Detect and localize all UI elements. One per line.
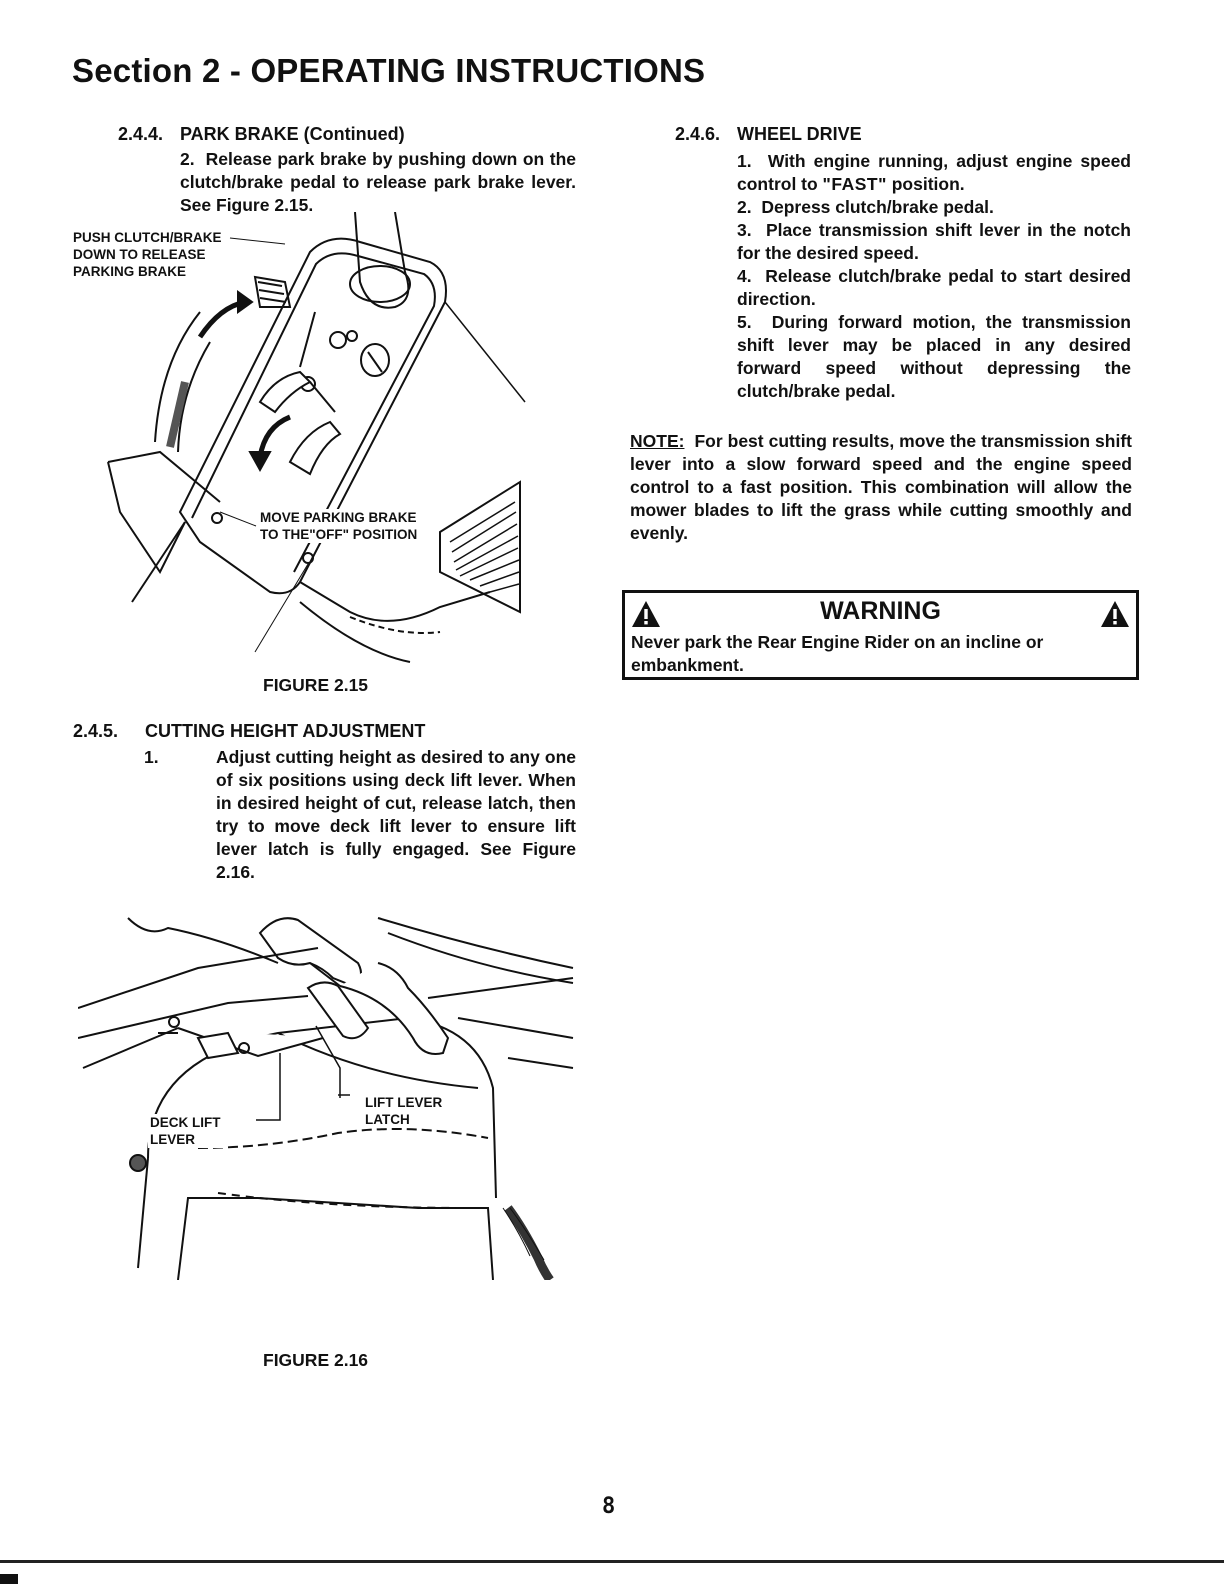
section-heading: PARK BRAKE (Continued) <box>180 124 405 144</box>
step-text: Release clutch/brake pedal to start desired direction. <box>737 266 1131 309</box>
callout-line: LATCH <box>365 1112 410 1127</box>
wheel-drive-step <box>737 196 1131 219</box>
figure-2-16-illustration <box>78 908 578 1280</box>
step-number: 2. <box>180 149 195 169</box>
callout-line: TO THE"OFF" POSITION <box>260 527 418 542</box>
callout-line: LIFT LEVER <box>365 1095 443 1110</box>
callout-deck-lift-lever <box>148 1114 223 1148</box>
callout-line: MOVE PARKING BRAKE <box>260 510 417 525</box>
callout-move-parking-brake <box>258 509 419 543</box>
callout-line: PUSH CLUTCH/BRAKE <box>73 230 222 245</box>
wheel-drive-heading <box>675 124 862 145</box>
page-title: Section 2 - OPERATING INSTRUCTIONS <box>72 52 706 89</box>
park-brake-heading <box>118 124 405 145</box>
step-text: Release park brake by pushing down on the clutch/brake pedal to release park brake lever. See Figure 2.15. <box>180 149 576 215</box>
step-text: Place transmission shift lever in the notch for the desired speed. <box>737 220 1131 263</box>
section-number: 2.4.6. <box>675 124 721 144</box>
wheel-drive-steps <box>737 150 1131 403</box>
step-number: 1. <box>737 151 752 171</box>
section-heading: CUTTING HEIGHT ADJUSTMENT <box>145 721 426 741</box>
step-text: Depress clutch/brake pedal. <box>761 197 994 217</box>
figure-2-15-caption: FIGURE 2.15 <box>263 675 369 695</box>
cutting-height-heading <box>73 721 425 742</box>
note-label: NOTE: <box>630 431 685 451</box>
section-number: 2.4.4. <box>118 124 164 144</box>
callout-lift-lever-latch <box>363 1094 444 1128</box>
step-number: 2. <box>737 197 752 217</box>
wheel-drive-step <box>737 219 1131 265</box>
wheel-drive-step <box>737 150 1131 196</box>
page-number: 8 <box>602 1494 616 1519</box>
section-heading: WHEEL DRIVE <box>737 124 862 144</box>
callout-line: DECK LIFT <box>150 1115 221 1130</box>
step-emphasis: "FAST" <box>822 174 887 194</box>
callout-line: PARKING BRAKE <box>73 264 187 279</box>
warning-box <box>622 590 1139 680</box>
step-number: 3. <box>737 220 752 240</box>
note-text: For best cutting results, move the transmission shift lever into a slow forward speed and the engine speed control to a fast position. This combination will allow the mower blades to lift the grass while cutting smoothly and evenly. <box>630 431 1132 543</box>
figure-2-15-illustration <box>60 212 530 682</box>
callout-line: DOWN TO RELEASE <box>73 247 206 262</box>
cutting-height-step-1 <box>144 746 576 884</box>
step-text: During forward motion, the transmission shift lever may be placed in any desired forward speed without depressing the clutch/brake pedal. <box>737 312 1131 401</box>
callout-line: LEVER <box>150 1132 196 1147</box>
park-brake-step-2 <box>180 148 576 217</box>
step-number: 1. <box>144 747 159 767</box>
step-text: Adjust cutting height as desired to any one of six positions using deck lift lever. When in desired height of cut, release latch, then try to move deck lift lever to ensure lift lever latch is fully engaged. See Figure 2.16. <box>216 747 576 882</box>
note-paragraph <box>630 430 1132 545</box>
bottom-mark <box>0 1574 18 1584</box>
warning-text: Never park the Rear Engine Rider on an incline or embankment. <box>631 632 1044 675</box>
callout-push-clutch-brake <box>73 229 222 280</box>
figure-2-16-caption: FIGURE 2.16 <box>263 1350 369 1370</box>
warning-title: WARNING <box>820 597 941 625</box>
warning-triangle-icon <box>1100 599 1130 629</box>
step-number: 4. <box>737 266 752 286</box>
wheel-drive-step <box>737 265 1131 311</box>
wheel-drive-step <box>737 311 1131 403</box>
section-number: 2.4.5. <box>73 721 119 741</box>
bottom-rule <box>0 1560 1224 1563</box>
step-number: 5. <box>737 312 752 332</box>
step-text: position. <box>886 174 965 194</box>
step-text: With engine running, adjust engine speed control to <box>737 151 1131 194</box>
